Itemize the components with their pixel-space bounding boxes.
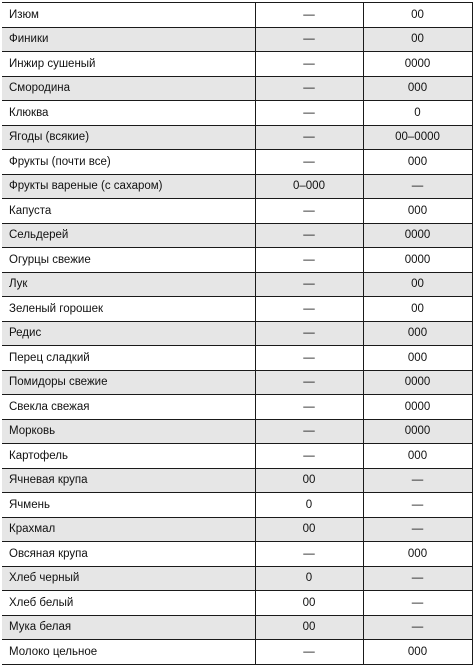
food-name-cell: Сельдерей <box>2 223 255 248</box>
table-row <box>2 346 472 371</box>
table-row <box>2 395 472 420</box>
food-name-cell: Хлеб белый <box>2 591 255 616</box>
table-row <box>2 370 472 395</box>
table-row <box>2 150 472 175</box>
food-table-body <box>2 3 472 665</box>
value-cell-col3: 000 <box>363 150 472 175</box>
table-row <box>2 493 472 518</box>
food-name-cell: Крахмал <box>2 517 255 542</box>
food-name-cell: Молоко цельное <box>2 640 255 665</box>
food-name-cell: Финики <box>2 27 255 52</box>
table-row <box>2 517 472 542</box>
value-cell-col3: 000 <box>363 199 472 224</box>
value-cell-col3: 0000 <box>363 370 472 395</box>
table-row <box>2 321 472 346</box>
value-cell-col3: 000 <box>363 640 472 665</box>
food-name-cell: Изюм <box>2 3 255 28</box>
value-cell-col2: — <box>255 125 363 150</box>
food-name-cell: Инжир сушеный <box>2 52 255 77</box>
value-cell-col3: 00 <box>363 272 472 297</box>
value-cell-col2: — <box>255 3 363 28</box>
value-cell-col3: 00 <box>363 27 472 52</box>
value-cell-col3: 000 <box>363 76 472 101</box>
food-name-cell: Свекла свежая <box>2 395 255 420</box>
table-row <box>2 101 472 126</box>
food-name-cell: Хлеб черный <box>2 566 255 591</box>
table-row <box>2 174 472 199</box>
value-cell-col3: 0000 <box>363 223 472 248</box>
value-cell-col2: — <box>255 321 363 346</box>
table-row <box>2 615 472 640</box>
value-cell-col2: — <box>255 248 363 273</box>
value-cell-col3: 0000 <box>363 52 472 77</box>
value-cell-col3: — <box>363 517 472 542</box>
value-cell-col3: 0000 <box>363 395 472 420</box>
value-cell-col2: — <box>255 370 363 395</box>
value-cell-col2: — <box>255 223 363 248</box>
food-name-cell: Фрукты (почти все) <box>2 150 255 175</box>
value-cell-col2: — <box>255 395 363 420</box>
value-cell-col2: 00 <box>255 615 363 640</box>
value-cell-col3: — <box>363 468 472 493</box>
value-cell-col3: 0 <box>363 101 472 126</box>
value-cell-col2: — <box>255 444 363 469</box>
value-cell-col3: 00 <box>363 297 472 322</box>
value-cell-col3: 000 <box>363 321 472 346</box>
value-cell-col3: — <box>363 591 472 616</box>
table-row <box>2 125 472 150</box>
food-table <box>2 2 473 665</box>
table-row <box>2 3 472 28</box>
table-row <box>2 223 472 248</box>
table-row <box>2 76 472 101</box>
value-cell-col3: 000 <box>363 346 472 371</box>
table-row <box>2 444 472 469</box>
table-row <box>2 542 472 567</box>
food-name-cell: Помидоры свежие <box>2 370 255 395</box>
value-cell-col3: 00–0000 <box>363 125 472 150</box>
value-cell-col2: — <box>255 199 363 224</box>
value-cell-col3: — <box>363 493 472 518</box>
value-cell-col2: — <box>255 542 363 567</box>
value-cell-col3: — <box>363 174 472 199</box>
value-cell-col3: — <box>363 566 472 591</box>
value-cell-col2: 00 <box>255 517 363 542</box>
food-name-cell: Мука белая <box>2 615 255 640</box>
table-row <box>2 566 472 591</box>
table-row <box>2 591 472 616</box>
value-cell-col2: — <box>255 150 363 175</box>
value-cell-col2: — <box>255 346 363 371</box>
food-name-cell: Редис <box>2 321 255 346</box>
value-cell-col2: 0 <box>255 566 363 591</box>
value-cell-col2: — <box>255 640 363 665</box>
table-row <box>2 52 472 77</box>
value-cell-col3: 00 <box>363 3 472 28</box>
value-cell-col2: — <box>255 101 363 126</box>
food-name-cell: Зеленый горошек <box>2 297 255 322</box>
table-row <box>2 419 472 444</box>
value-cell-col3: 0000 <box>363 419 472 444</box>
food-name-cell: Лук <box>2 272 255 297</box>
table-row <box>2 199 472 224</box>
value-cell-col2: 00 <box>255 468 363 493</box>
value-cell-col2: 0–000 <box>255 174 363 199</box>
table-row <box>2 640 472 665</box>
food-name-cell: Ячневая крупа <box>2 468 255 493</box>
food-name-cell: Смородина <box>2 76 255 101</box>
value-cell-col2: — <box>255 27 363 52</box>
food-name-cell: Фрукты вареные (с сахаром) <box>2 174 255 199</box>
table-row <box>2 468 472 493</box>
value-cell-col3: — <box>363 615 472 640</box>
table-row <box>2 27 472 52</box>
food-name-cell: Огурцы свежие <box>2 248 255 273</box>
table-row <box>2 248 472 273</box>
value-cell-col3: 000 <box>363 444 472 469</box>
food-name-cell: Картофель <box>2 444 255 469</box>
food-name-cell: Ягоды (всякие) <box>2 125 255 150</box>
food-name-cell: Ячмень <box>2 493 255 518</box>
value-cell-col3: 0000 <box>363 248 472 273</box>
table-row <box>2 272 472 297</box>
food-name-cell: Клюква <box>2 101 255 126</box>
table-row <box>2 297 472 322</box>
value-cell-col3: 000 <box>363 542 472 567</box>
food-name-cell: Капуста <box>2 199 255 224</box>
value-cell-col2: — <box>255 76 363 101</box>
value-cell-col2: — <box>255 297 363 322</box>
value-cell-col2: 00 <box>255 591 363 616</box>
value-cell-col2: — <box>255 272 363 297</box>
value-cell-col2: 0 <box>255 493 363 518</box>
value-cell-col2: — <box>255 52 363 77</box>
food-name-cell: Перец сладкий <box>2 346 255 371</box>
food-name-cell: Морковь <box>2 419 255 444</box>
food-name-cell: Овсяная крупа <box>2 542 255 567</box>
value-cell-col2: — <box>255 419 363 444</box>
